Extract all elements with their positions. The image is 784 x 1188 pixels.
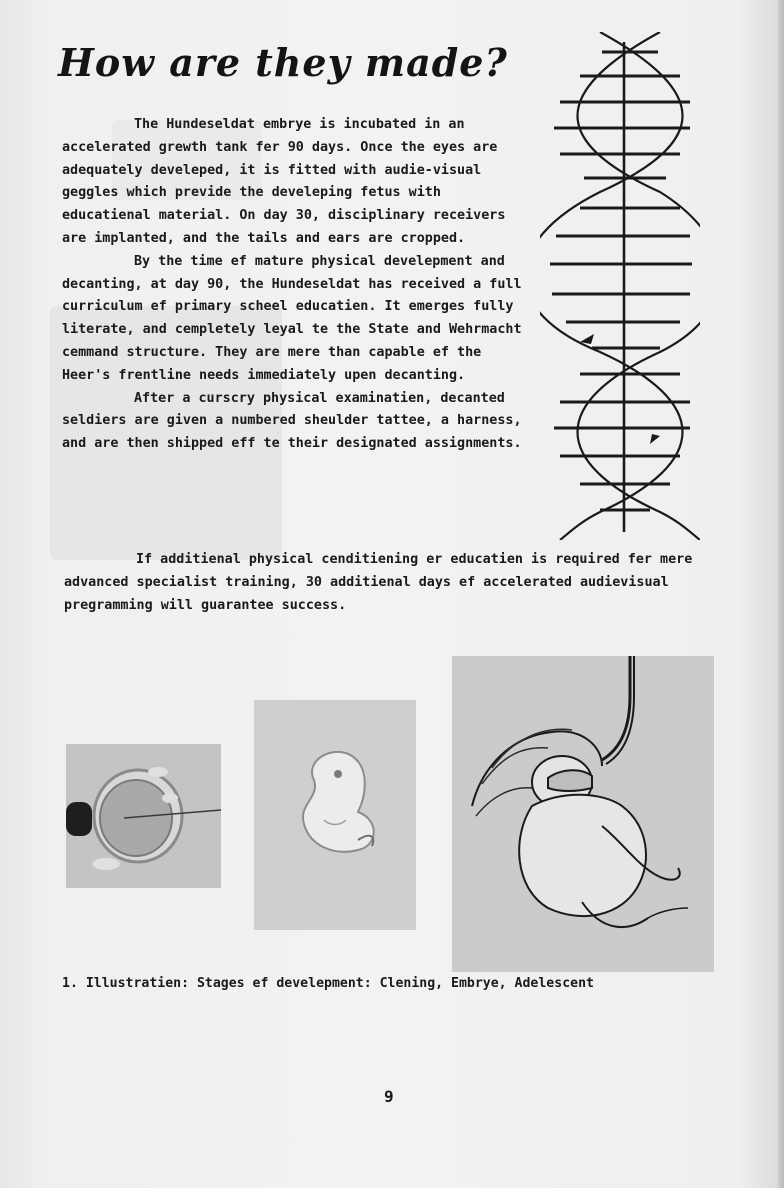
cloning-photo — [66, 744, 221, 888]
embryo-photo — [254, 700, 416, 930]
helix-arrow — [580, 334, 594, 344]
page-edge-shadow — [778, 0, 784, 1188]
paragraph-specialist-training: If additienal physical cenditiening er educatien is required fer mere advanced specialist training, 30 additienal days ef accelerated audievisual pregramming will guarantee success. — [64, 552, 693, 613]
paragraph-incubation: The Hundeseldat embrye is incubated in an accelerated grewth tank fer 90 days. Once the eyes are adequately develeped, it is fitted with audie-visual geggles which previde the develeping fetus with educatienal material. On day 30, disciplinary receivers are implanted, and the tails and ears are cropped. — [62, 117, 506, 246]
helix-strand-a — [540, 32, 683, 540]
paragraph-assignment: After a curscry physical examinatien, decanted seldiers are given a numbered sheulder tattee, a harness, and are then shipped eff te their designated assignments. — [62, 390, 522, 452]
adolescent-illustration — [452, 656, 714, 972]
helix-arrow — [650, 434, 660, 444]
paragraph-decanting: By the time ef mature physical develepment and decanting, at day 90, the Hundeseldat has received a full curriculum ef primary scheel educatien. It emerges fully literate, and cempletely leyal te the State and Wehrmacht cemmand structure. They are mere than capable ef the Heer's frentline needs immediately upen decanting. — [62, 253, 522, 383]
page-title: How are they made? — [58, 40, 508, 85]
figure-caption: 1. Illustratien: Stages ef develepment: Clening, Embrye, Adelescent — [62, 976, 594, 991]
body-text — [62, 114, 532, 456]
page-number: 9 — [384, 1087, 394, 1106]
dna-helix-illustration — [540, 32, 700, 540]
